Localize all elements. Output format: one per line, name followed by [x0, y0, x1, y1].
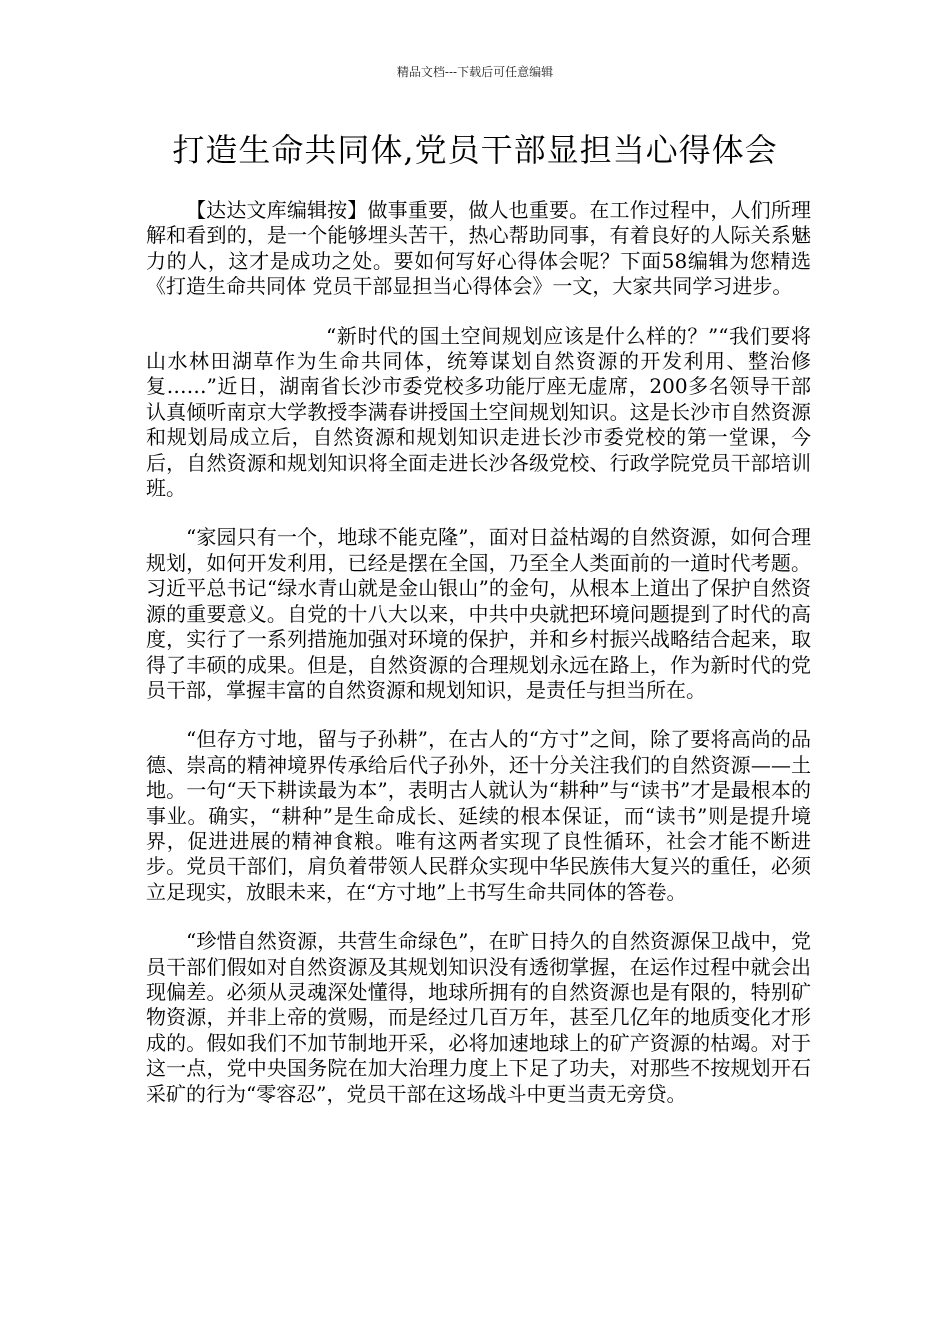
paragraph-earth-home: “家园只有一个，地球不能克隆”，面对日益枯竭的自然资源，如何合理规划，如何开发利用，已经是摆在全国，乃至全人类面前的一道时代考题。习近平总书记“绿水青山就是金山银山”的金句，从根本上道出了保护自然资源的重要意义。自党的十八大以来，中共中央就把环境问题提到了时代的高度，实行了一系列措施加强对环境的保护，并和乡村振兴战略结合起来，取得了丰硕的成果。但是，自然资源的合理规划永远在路上，作为新时代的党员干部，掌握丰富的自然资源和规划知识，是责任与担当所在。 — [146, 525, 811, 702]
paragraph-planning-lecture: “新时代的国土空间规划应该是什么样的？”“我们要将山水林田湖草作为生命共同体，统筹谋划自然资源的开发利用、整治修复……”近日，湖南省长沙市委党校多功能厅座无虚席，200多名领导干部认真倾听南京大学教授李满春讲授国土空间规划知识。这是长沙市自然资源和规划局成立后，自然资源和规划知识走进长沙市委党校的第一堂课，今后，自然资源和规划知识将全面走进长沙各级党校、行政学院党员干部培训班。 — [146, 323, 811, 501]
header-note: 精品文档---下载后可任意编辑 — [396, 65, 554, 79]
paragraph-editor-note: 【达达文库编辑按】做事重要，做人也重要。在工作过程中，人们所理解和看到的，是一个能够埋头苦干，热心帮助同事，有着良好的人际关系魅力的人，这才是成功之处。要如何写好心得体会呢？下面58编辑为您精选《打造生命共同体 党员干部显担当心得体会》一文，大家共同学习进步。 — [146, 198, 811, 299]
paragraph-land-farming: “但存方寸地，留与子孙耕”，在古人的“方寸”之间，除了要将高尚的品德、崇高的精神境界传承给后代子孙外，还十分关注我们的自然资源——土地。一句“天下耕读最为本”，表明古人就认为“耕种”与“读书”才是最根本的事业。确实，“耕种”是生命成长、延续的根本保证，而“读书”则是提升境界，促进进展的精神食粮。唯有这两者实现了良性循环，社会才能不断进步。党员干部们，肩负着带领人民群众实现中华民族伟大复兴的重任，必须立足现实，放眼未来，在“方寸地”上书写生命共同体的答卷。 — [146, 727, 811, 904]
document-body — [146, 198, 811, 1131]
document-title: 打造生命共同体,党员干部显担当心得体会 — [172, 131, 778, 169]
paragraph-cherish-resources: “珍惜自然资源，共营生命绿色”，在旷日持久的自然资源保卫战中，党员干部们假如对自然资源及其规划知识没有透彻掌握，在运作过程中就会出现偏差。必须从灵魂深处懂得，地球所拥有的自然资源也是有限的，特别矿物资源，并非上帝的赏赐，而是经过几百万年，甚至几亿年的地质变化才形成的。假如我们不加节制地开采，必将加速地球上的矿产资源的枯竭。对于这一点，党中央国务院在加大治理力度上下足了功夫，对那些不按规划开石采矿的行为“零容忍”，党员干部在这场战斗中更当责无旁贷。 — [146, 929, 811, 1106]
